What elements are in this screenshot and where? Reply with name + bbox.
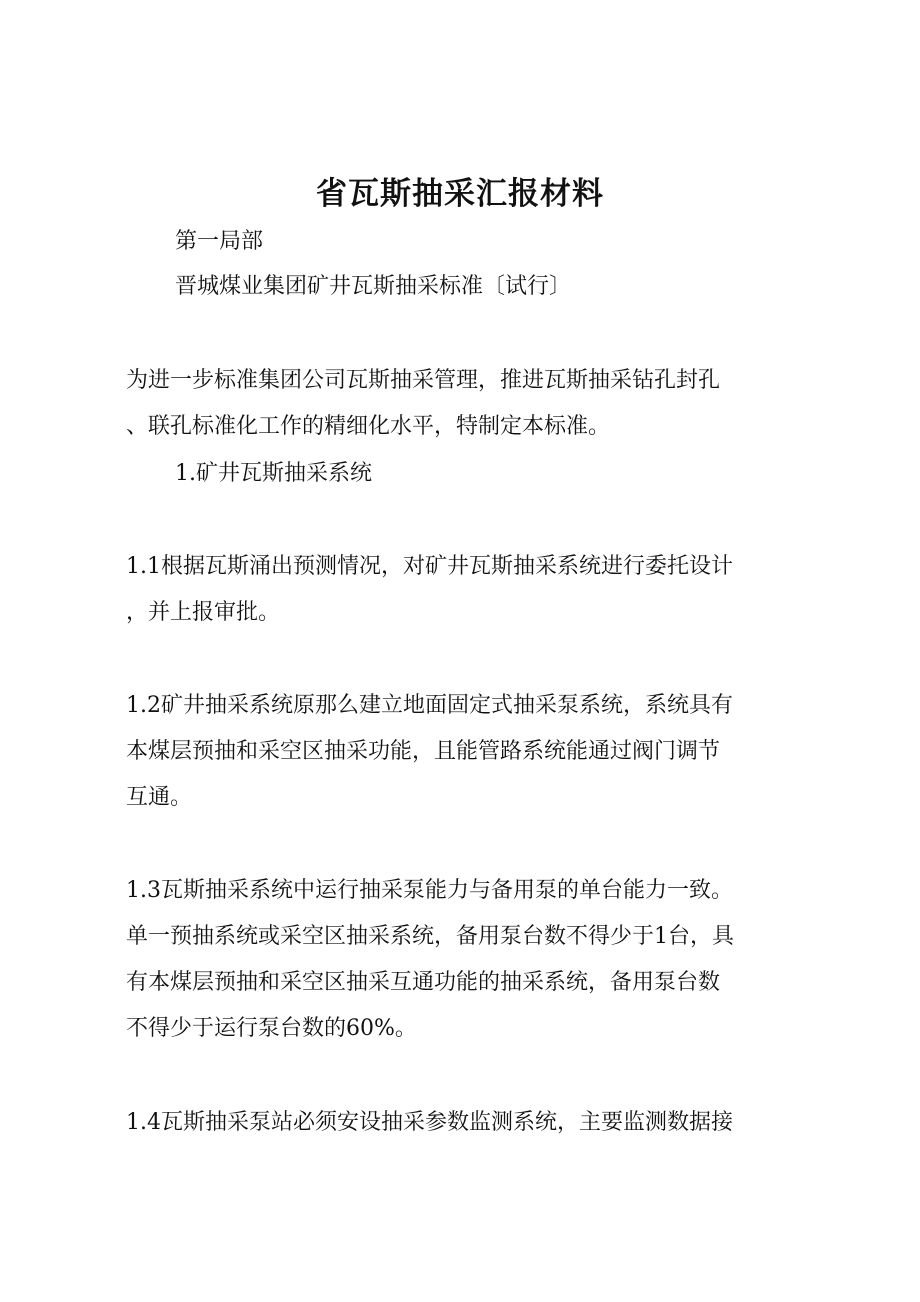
- paragraph-1-1-line-1: 1.1根据瓦斯涌出预测情况，对矿井瓦斯抽采系统进行委托设计: [126, 554, 733, 579]
- intro-line-1: 为进一步标准集团公司瓦斯抽采管理，推进瓦斯抽采钻孔封孔: [126, 368, 721, 393]
- paragraph-1-2-line-1: 1.2矿井抽采系统原那么建立地面固定式抽采泵系统，系统具有: [126, 693, 733, 718]
- part-heading: 第一局部: [175, 229, 264, 254]
- paragraph-1-3-line-4: 不得少于运行泵台数的60%。: [126, 1016, 417, 1041]
- paragraph-1-3-line-2: 单一预抽系统或采空区抽采系统，备用泵台数不得少于1台，具: [126, 924, 734, 949]
- standard-title: 晋城煤业集团矿井瓦斯抽采标准〔试行〕: [175, 274, 572, 299]
- intro-line-2: 、联孔标准化工作的精细化水平，特制定本标准。: [126, 414, 611, 439]
- paragraph-1-1-line-2: ，并上报审批。: [126, 600, 281, 625]
- paragraph-1-3-line-1: 1.3瓦斯抽采系统中运行抽采泵能力与备用泵的单台能力一致。: [126, 878, 733, 903]
- section-1-heading: 1.矿井瓦斯抽采系统: [175, 461, 372, 486]
- paragraph-1-3-line-3: 有本煤层预抽和采空区抽采互通功能的抽采系统，备用泵台数: [126, 970, 721, 995]
- paragraph-1-2-line-2: 本煤层预抽和采空区抽采功能，且能管路系统能通过阀门调节: [126, 739, 721, 764]
- document-title: 省瓦斯抽采汇报材料: [316, 176, 604, 212]
- paragraph-1-2-line-3: 互通。: [126, 785, 193, 810]
- paragraph-1-4-line-1: 1.4瓦斯抽采泵站必须安设抽采参数监测系统，主要监测数据接: [126, 1110, 733, 1135]
